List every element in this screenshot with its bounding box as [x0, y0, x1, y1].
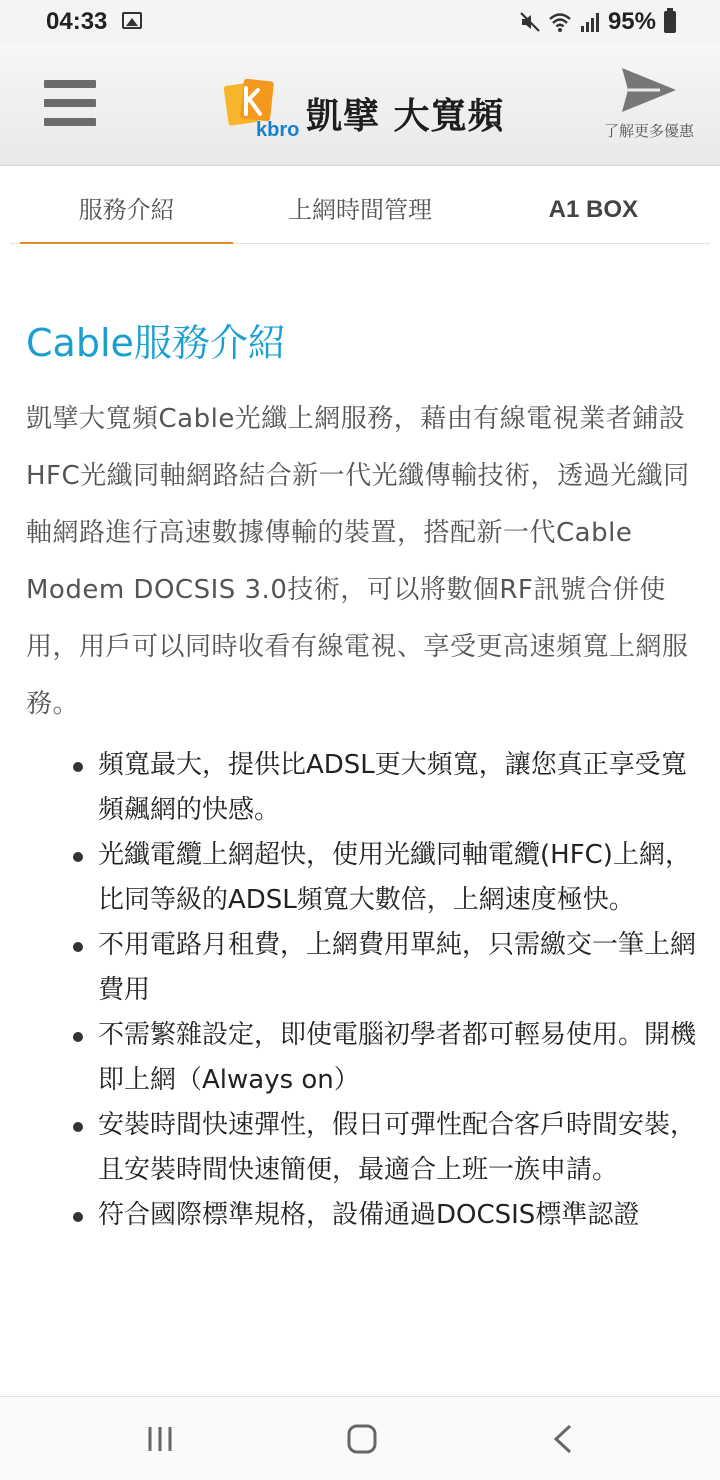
send-arrow-icon — [620, 66, 678, 114]
back-icon[interactable] — [544, 1423, 584, 1455]
page-title: Cable服務介紹 — [26, 321, 286, 365]
hamburger-menu-icon[interactable] — [44, 80, 96, 126]
main-content — [26, 312, 698, 1238]
list-item: 不需繁雜設定，即使電腦初學者都可輕易使用。開機即上網（Always on） — [98, 1013, 698, 1103]
app-header — [0, 44, 720, 166]
battery-icon — [664, 11, 676, 33]
more-offers-button[interactable] — [594, 66, 704, 148]
list-item: 安裝時間快速彈性，假日可彈性配合客戶時間安裝，且安裝時間快速簡便，最適合上班一族申請。 — [98, 1103, 698, 1193]
wifi-icon — [548, 10, 572, 34]
list-item: 光纖電纜上網超快，使用光纖同軸電纜(HFC)上網，比同等級的ADSL頻寬大數倍，上網速度極快。 — [98, 833, 698, 923]
tab-service-intro[interactable]: 服務介紹 — [10, 166, 243, 243]
tab-bar — [10, 166, 710, 244]
mute-icon — [518, 10, 542, 34]
signal-icon — [578, 10, 602, 34]
feature-list — [26, 743, 698, 1238]
tab-internet-time-management[interactable]: 上網時間管理 — [287, 196, 432, 224]
kbro-logo-icon — [222, 76, 302, 140]
more-offers-label: 了解更多優惠 — [603, 122, 694, 140]
list-item: 不用電路月租費，上網費用單純，只需繳交一筆上網費用 — [98, 923, 698, 1013]
status-time: 04:33 — [46, 8, 108, 35]
brand-name: 凱擘 大寬頻 — [306, 96, 505, 137]
recent-apps-icon[interactable] — [142, 1423, 182, 1455]
status-icons — [518, 6, 676, 38]
list-item: 頻寬最大，提供比ADSL更大頻寬，讓您真正享受寬頻飆網的快感。 — [98, 743, 698, 833]
intro-paragraph: 凱擘大寬頻Cable光纖上網服務，藉由有線電視業者鋪設HFC光纖同軸網路結合新一代光纖傳輸技術，透過光纖同軸網路進行高速數據傳輸的裝置，搭配新一代Cable Modem DOCSIS 3.0技術，可以將數個RF訊號合併使用，用戶可以同時收看有線電視、享受更高速頻寬上網服務。 — [26, 404, 690, 719]
list-item: 符合國際標準規格，設備通過DOCSIS標準認證 — [98, 1193, 698, 1238]
svg-text:kbro: kbro — [256, 119, 300, 140]
gallery-icon — [122, 12, 142, 29]
status-bar — [0, 0, 720, 44]
battery-percent: 95% — [607, 8, 656, 35]
home-icon[interactable] — [342, 1423, 382, 1455]
system-navigation-bar — [0, 1396, 720, 1480]
brand-logo[interactable] — [222, 74, 512, 144]
tab-a1-box[interactable]: A1 BOX — [548, 196, 638, 223]
